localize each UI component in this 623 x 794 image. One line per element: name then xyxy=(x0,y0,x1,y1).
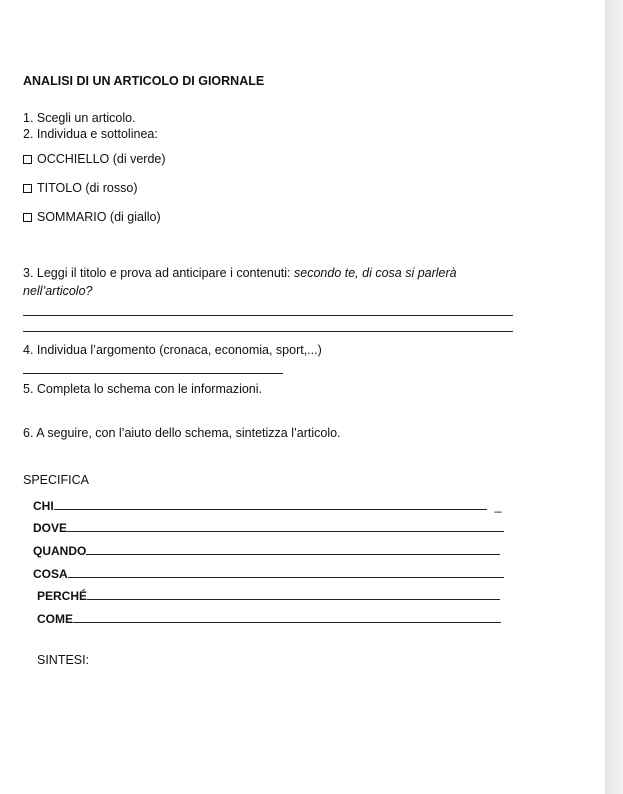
step-1: 1. Scegli un articolo. xyxy=(23,111,136,125)
field-cosa: COSA xyxy=(33,565,504,582)
checklist-item-occhiello: OCCHIELLO (di verde) xyxy=(23,152,166,167)
step-6: 6. A seguire, con l’aiuto dello schema, sintetizza l’articolo. xyxy=(23,426,341,440)
checkbox-icon[interactable] xyxy=(23,184,32,193)
field-dove-line[interactable] xyxy=(67,519,504,532)
answer-line[interactable] xyxy=(23,331,513,332)
page-title: ANALISI DI UN ARTICOLO DI GIORNALE xyxy=(23,74,265,88)
field-cosa-line[interactable] xyxy=(68,565,504,578)
step-4: 4. Individua l’argomento (cronaca, economia, sport,...) xyxy=(23,343,322,357)
answer-line[interactable] xyxy=(23,315,513,316)
field-chi: CHI _ xyxy=(33,499,502,513)
checkbox-icon[interactable] xyxy=(23,155,32,164)
field-quando: QUANDO xyxy=(33,542,500,559)
field-come: COME xyxy=(37,610,501,627)
step-3-continued: nell’articolo? xyxy=(23,284,93,298)
field-come-line[interactable] xyxy=(73,610,501,623)
step-3: 3. Leggi il titolo e prova ad anticipare i contenuti: secondo te, di cosa si parlerà xyxy=(23,266,457,280)
step-2: 2. Individua e sottolinea: xyxy=(23,127,158,141)
step-5: 5. Completa lo schema con le informazioni. xyxy=(23,382,263,396)
answer-line[interactable] xyxy=(23,373,283,374)
field-dove: DOVE xyxy=(33,519,504,536)
field-quando-line[interactable] xyxy=(86,542,500,555)
specifica-heading: SPECIFICA xyxy=(23,473,89,487)
field-perche: PERCHÉ xyxy=(37,587,500,604)
checklist-item-sommario: SOMMARIO (di giallo) xyxy=(23,210,161,225)
field-chi-line[interactable] xyxy=(54,497,487,510)
checkbox-icon[interactable] xyxy=(23,213,32,222)
field-perche-line[interactable] xyxy=(87,587,500,600)
checklist-item-titolo: TITOLO (di rosso) xyxy=(23,181,137,196)
scrollbar-track[interactable] xyxy=(605,0,623,794)
sintesi-heading: SINTESI: xyxy=(37,653,90,667)
